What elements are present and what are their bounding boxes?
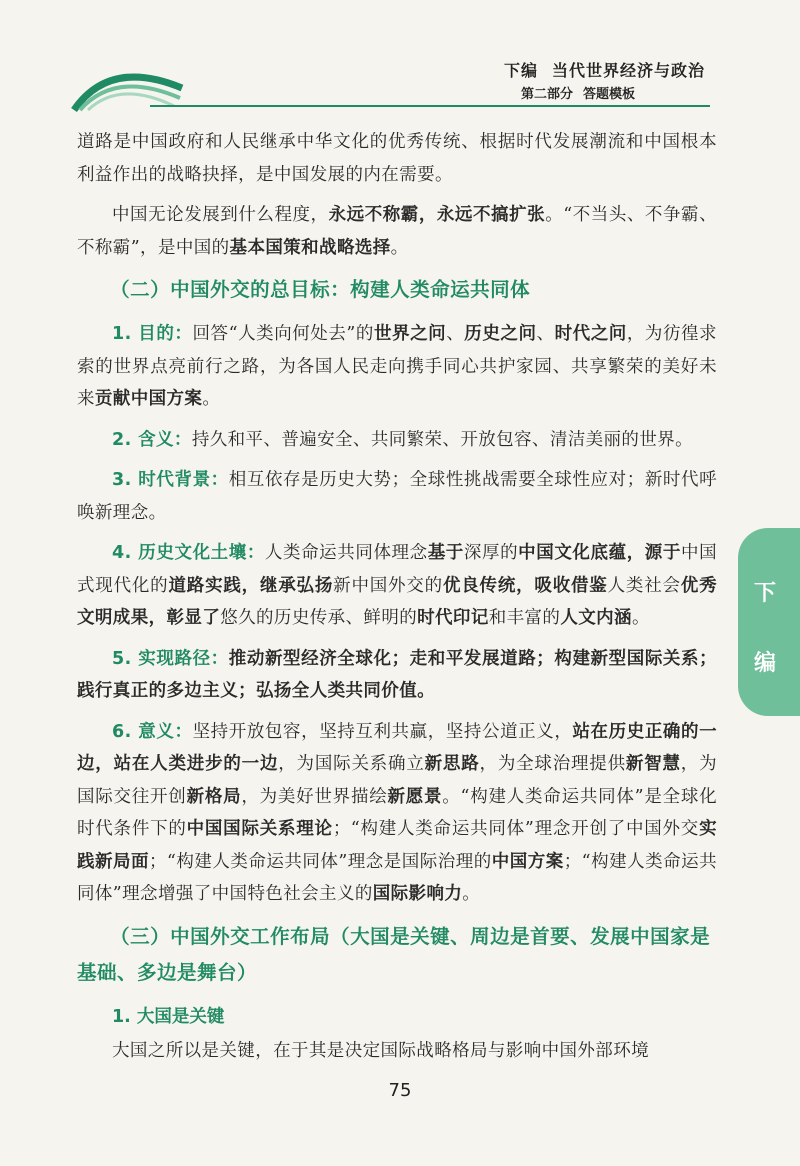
paragraph-hegemony: [77, 199, 717, 264]
text-run: 。: [390, 237, 409, 258]
text-run: 回答“人类向何处去”的: [192, 324, 374, 344]
bold-text: 彰显了: [166, 608, 221, 628]
item-label: 4. 历史文化土壤：: [112, 543, 265, 563]
header-part: 下编: [503, 61, 538, 80]
text-run: 大国之所以是关键，在于其是决定国际战略格局与影响中国外部环境: [112, 1040, 649, 1061]
text-run: ；“构建人类命运共同体”理念增强了中国特色社会主义的: [77, 851, 717, 904]
text-run: 新中国外交的: [333, 575, 443, 596]
item-background: [77, 464, 717, 529]
side-tab: [738, 528, 800, 716]
bold-text: 历史之问: [464, 324, 537, 344]
bold-text: 新格局: [186, 786, 242, 807]
bold-text: 道路实践: [168, 575, 242, 596]
bold-text: 继承弘扬: [259, 575, 334, 596]
text-run: 。“构建人类命运共同体”是全球化时代条件下的: [77, 786, 718, 839]
text-run: 坚持开放包容，坚持互利共赢，坚持公道正义，: [192, 721, 573, 742]
bold-text: 国际影响力: [372, 884, 463, 904]
page-number: 75: [388, 1080, 412, 1101]
side-tab-char: 编: [754, 651, 777, 676]
bold-text: 世界之问: [374, 324, 447, 344]
text-run: 。“不当头、不争霸、不称霸”，是中国的: [77, 205, 717, 258]
bold-text: ，: [516, 575, 535, 596]
text-run: ，为美好世界描绘: [241, 786, 388, 807]
item-purpose: [77, 318, 717, 416]
item-culture: [77, 537, 717, 635]
bold-text: 源于: [644, 543, 681, 563]
item-path: [77, 643, 717, 708]
bold-text: 实践新局面: [77, 819, 717, 872]
bold-text: 优良传统: [442, 575, 517, 596]
bold-text: 新愿景: [387, 786, 443, 807]
bold-text: 新思路: [424, 754, 480, 774]
item-label: 5. 实现路径：: [112, 648, 229, 669]
text-run: ；“构建人类命运共同体”理念是国际治理的: [149, 851, 492, 872]
bold-text: 时代之问: [554, 324, 627, 344]
text-run: 悠久的历史传承、鲜明的: [220, 608, 418, 628]
text-run: ，为彷徨求索的世界点亮前行之路，为各国人民走向携手同心共护家园、共享繁荣的美好未来: [77, 324, 717, 409]
bold-text: ，: [626, 543, 645, 563]
bold-text: 新智慧: [625, 754, 681, 774]
text-run: 相互依存是历史大势；全球性挑战需要全球性应对；新时代呼唤新理念。: [77, 470, 717, 523]
page-body: [77, 126, 717, 1075]
text-run: 、: [446, 324, 465, 344]
section-heading-3: （三）中国外交工作布局（大国是关键、周边是首要、发展中国家是基础、多边是舞台）: [77, 924, 711, 984]
text-run: 中国式现代化的: [77, 543, 717, 596]
bold-text: 中国文化底蕴: [518, 543, 627, 563]
side-tab-char: 下: [754, 581, 777, 606]
text-run: ，为国际交往开创: [77, 754, 717, 807]
item-label: 2. 含义：: [112, 429, 192, 450]
item-label: 6. 意义：: [112, 721, 193, 742]
bold-text: 吸收借鉴: [534, 575, 608, 596]
section-heading-2: （二）中国外交的总目标：构建人类命运共同体: [110, 278, 531, 301]
bold-text: 基本国策和战略选择: [229, 237, 391, 258]
paragraph-major-powers: [77, 1035, 717, 1068]
header-subsection: 答题模板: [582, 87, 635, 102]
bold-text: 推动新型经济全球化；走和平发展道路；构建新型国际关系；践行真正的多边主义；弘扬全人类共同价值。: [77, 648, 717, 701]
bold-text: 时代印记: [417, 608, 489, 628]
bold-text: 中国国际关系理论: [186, 819, 333, 839]
bold-text: ，: [148, 608, 167, 628]
header-section: 第二部分: [520, 87, 573, 102]
text-run: 中国无论发展到什么程度，: [112, 205, 329, 225]
header-book-title: 当代世界经济与政治: [551, 61, 705, 80]
text-run: 。: [631, 608, 650, 628]
text-run: 道路是中国政府和人民继承中华文化的优秀传统、根据时代发展潮流和中国根本利益作出的战略抉择，是中国发展的内在需要。: [77, 132, 717, 185]
bold-text: 优秀文明成果: [77, 575, 717, 628]
bold-text: 永远不称霸，永远不搞扩张: [328, 205, 546, 225]
text-run: 人类命运共同体理念: [264, 543, 428, 563]
item-label: 1. 目的：: [112, 324, 193, 344]
bold-text: 站在历史正确的一边，站在人类进步的一边: [77, 721, 717, 774]
text-run: ，为国际关系确立: [278, 754, 425, 774]
bold-text: 中国方案: [491, 851, 564, 872]
text-run: 深厚的: [463, 543, 519, 563]
text-run: ；“构建人类命运共同体”理念开创了中国外交: [332, 819, 700, 839]
bold-text: ，: [241, 575, 260, 596]
text-run: 。: [202, 389, 221, 409]
header-rule: [150, 105, 710, 107]
bold-text: 贡献中国方案: [94, 389, 203, 409]
bold-text: 人文内涵: [560, 608, 632, 628]
item-significance: [77, 716, 717, 911]
item-label: 3. 时代背景：: [112, 470, 229, 490]
bold-text: 基于: [427, 543, 464, 563]
subsection-heading: 1. 大国是关键: [112, 1006, 225, 1027]
paragraph-continuation: [77, 126, 717, 191]
header-subtitle: [521, 83, 635, 102]
text-run: 和丰富的: [488, 608, 561, 628]
text-run: ，为全球治理提供: [479, 754, 626, 774]
item-meaning: [77, 424, 717, 457]
running-header: [0, 0, 800, 120]
header-title: [504, 58, 705, 81]
text-run: 、: [536, 324, 555, 344]
text-run: 持久和平、普遍安全、共同繁荣、开放包容、清洁美丽的世界。: [191, 429, 694, 450]
text-run: 人类社会: [607, 575, 681, 596]
text-run: 。: [462, 884, 481, 904]
